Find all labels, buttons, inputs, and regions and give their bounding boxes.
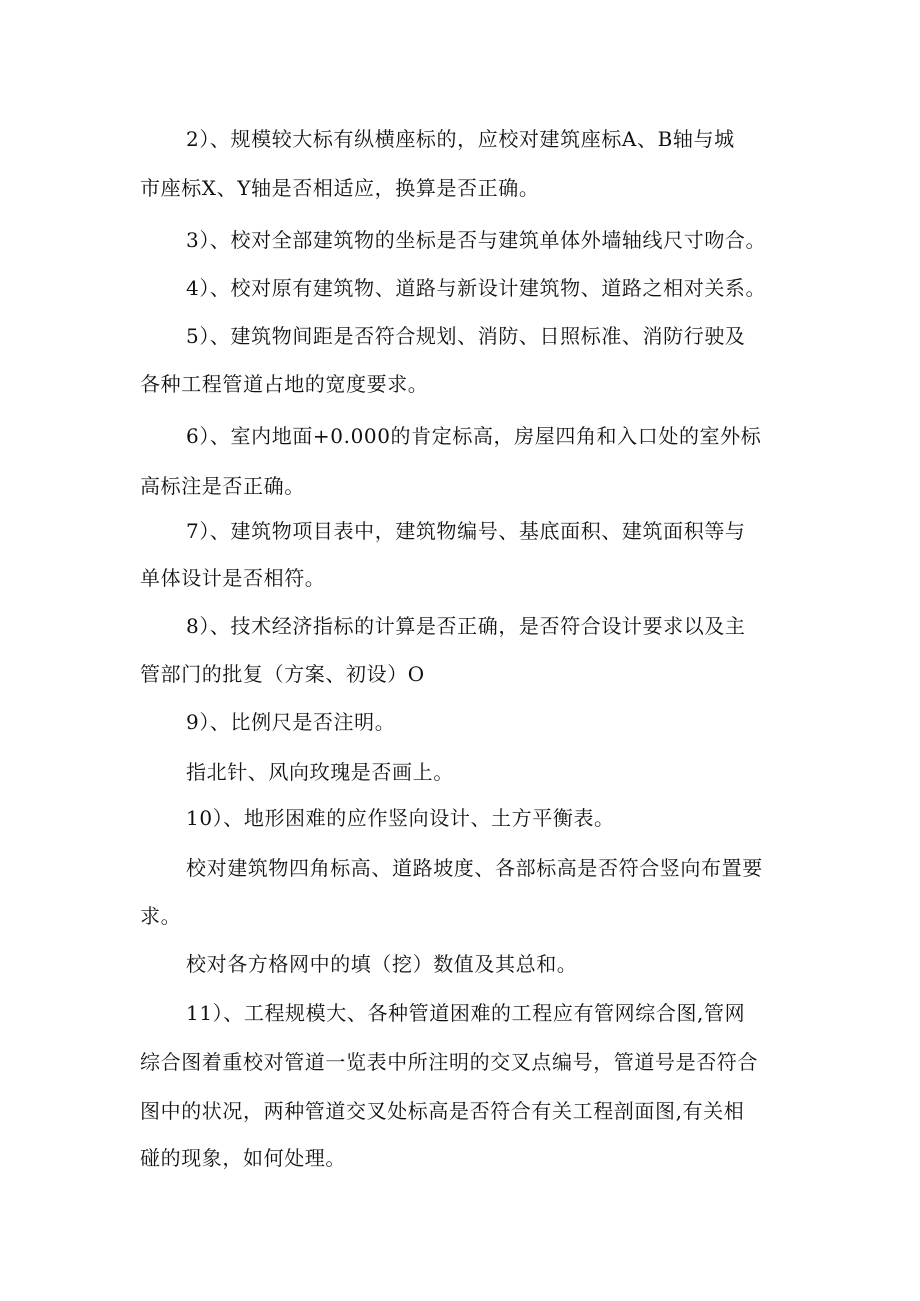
item-11-line-4: 碰的现象，如何处理。 [140,1146,346,1170]
item-10-line-3: 求。 [140,904,182,928]
item-6-line-2: 高标注是否正确。 [140,474,305,498]
item-8-line-1: 8）、技术经济指标的计算是否正确，是否符合设计要求以及主 [186,614,746,638]
item-10-line-2: 校对建筑物四角标高、道路坡度、各部标高是否符合竖向布置要 [186,856,763,880]
item-9-line-2: 指北针、风向玫瑰是否画上。 [186,760,454,784]
item-7-line-2: 单体设计是否相符。 [140,566,326,590]
item-5-line-2: 各种工程管道占地的宽度要求。 [140,372,429,396]
item-4-line-1: 4）、校对原有建筑物、道路与新设计建筑物、道路之相对关系。 [186,276,767,300]
item-11-line-2: 综合图着重校对管道一览表中所注明的交叉点编号，管道号是否符合 [140,1050,758,1074]
item-8-line-2: 管部门的批复（方案、初设）O [140,662,425,686]
item-2-line-2: 市座标X、Y轴是否相适应，换算是否正确。 [140,176,540,200]
item-11-line-3: 图中的状况，两种管道交叉处标高是否符合有关工程剖面图,有关相 [140,1099,745,1123]
item-11-line-1: 11）、工程规模大、各种管道困难的工程应有管网综合图,管网 [186,1001,746,1025]
item-5-line-1: 5）、建筑物间距是否符合规划、消防、日照标准、消防行驶及 [186,324,746,348]
item-6-line-1: 6）、室内地面+0.000的肯定标高，房屋四角和入口处的室外标 [186,424,762,448]
item-2-line-1: 2）、规模较大标有纵横座标的，应校对建筑座标A、B轴与城 [186,127,735,151]
item-10-line-4: 校对各方格网中的填（挖）数值及其总和。 [186,952,578,976]
item-10-line-1: 10）、地形困难的应作竖向设计、土方平衡表。 [186,806,615,830]
item-3-line-1: 3）、校对全部建筑物的坐标是否与建筑单体外墙轴线尺寸吻合。 [186,228,767,252]
item-9-line-1: 9）、比例尺是否注明。 [186,710,396,734]
item-7-line-1: 7）、建筑物项目表中，建筑物编号、基底面积、建筑面积等与 [186,519,746,543]
